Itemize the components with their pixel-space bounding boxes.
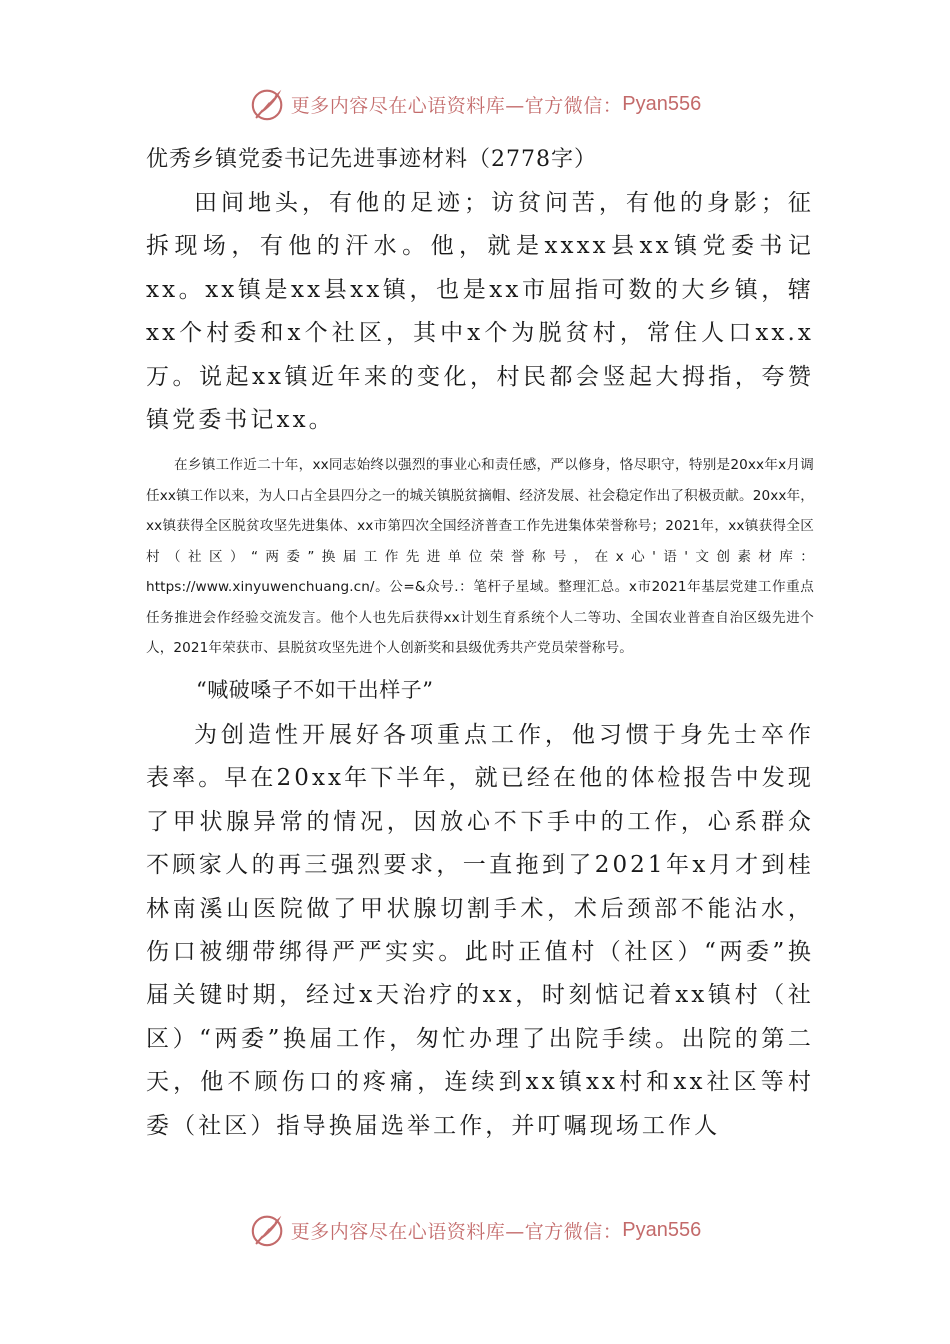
quill-pen-logo-icon	[249, 1211, 287, 1249]
watermark-text: 更多内容尽在心语资料库—官方微信：	[290, 94, 623, 117]
watermark-wechat-id: Pyan556	[622, 1218, 702, 1241]
footer-watermark-banner	[0, 1206, 950, 1254]
achievement-paragraph: 在乡镇工作近二十年，xx同志始终以强烈的事业心和责任感，严以修身，恪尽职守，特别是20xx年x月调任xx镇工作以来，为人口占全县四分之一的城关镇脱贫摘帽、经济发展、社会稳定作出了积极贡献。20xx年，xx镇获得全区脱贫攻坚先进集体、xx市第四次全国经济普查工作先进集体荣誉称号；2021年，xx镇获得全区村（社区）“两委”换届工作先进单位荣誉称号，在x心'语'文创素材库：https://www.xinyuwenchuang.cn/。公=&众号.：笔杆子星域。整理汇总。x市2021年基层党建工作重点任务推进会作经验交流发言。他个人也先后获得xx计划生育系统个人二等功、全国农业普查自治区级先进个人，2021年荣获市、县脱贫攻坚先进个人创新奖和县级优秀共产党员荣誉称号。	[146, 457, 814, 657]
document-body	[146, 140, 814, 1148]
intro-paragraph: 田间地头，有他的足迹；访贫问苦，有他的身影；征拆现场，有他的汗水。他，就是xxxx县xx镇党委书记xx。xx镇是xx县xx镇，也是xx市屈指可数的大乡镇，辖xx个村委和x个社区，其中x个为脱贫村，常住人口xx.x万。说起xx镇近年来的变化，村民都会竖起大拇指，夸赞镇党委书记xx。	[146, 190, 814, 434]
watermark-group	[249, 85, 701, 123]
section-paragraph: 为创造性开展好各项重点工作，他习惯于身先士卒作表率。早在20xx年下半年，就已经在他的体检报告中发现了甲状腺异常的情况，因放心不下手中的工作，心系群众不顾家人的再三强烈要求，一直拖到了2021年x月才到桂林南溪山医院做了甲状腺切割手术，术后颈部不能沾水，伤口被绷带绑得严严实实。此时正值村（社区）“两委”换届关键时期，经过x天治疗的xx，时刻惦记着xx镇村（社区）“两委”换届工作，匆忙办理了出院手续。出院的第二天，他不顾伤口的疼痛，连续到xx镇xx村和xx社区等村委（社区）指导换届选举工作，并叮嘱现场工作人	[146, 721, 814, 1139]
section-heading: “喊破嗓子不如干出样子”	[196, 677, 434, 702]
quill-pen-logo-icon	[249, 85, 287, 123]
header-watermark-banner	[0, 80, 950, 128]
document-title: 优秀乡镇党委书记先进事迹材料（2778字）	[146, 147, 597, 172]
watermark-group-bottom	[249, 1211, 701, 1249]
watermark-wechat-id: Pyan556	[622, 92, 702, 115]
watermark-text: 更多内容尽在心语资料库—官方微信：	[290, 1220, 623, 1243]
